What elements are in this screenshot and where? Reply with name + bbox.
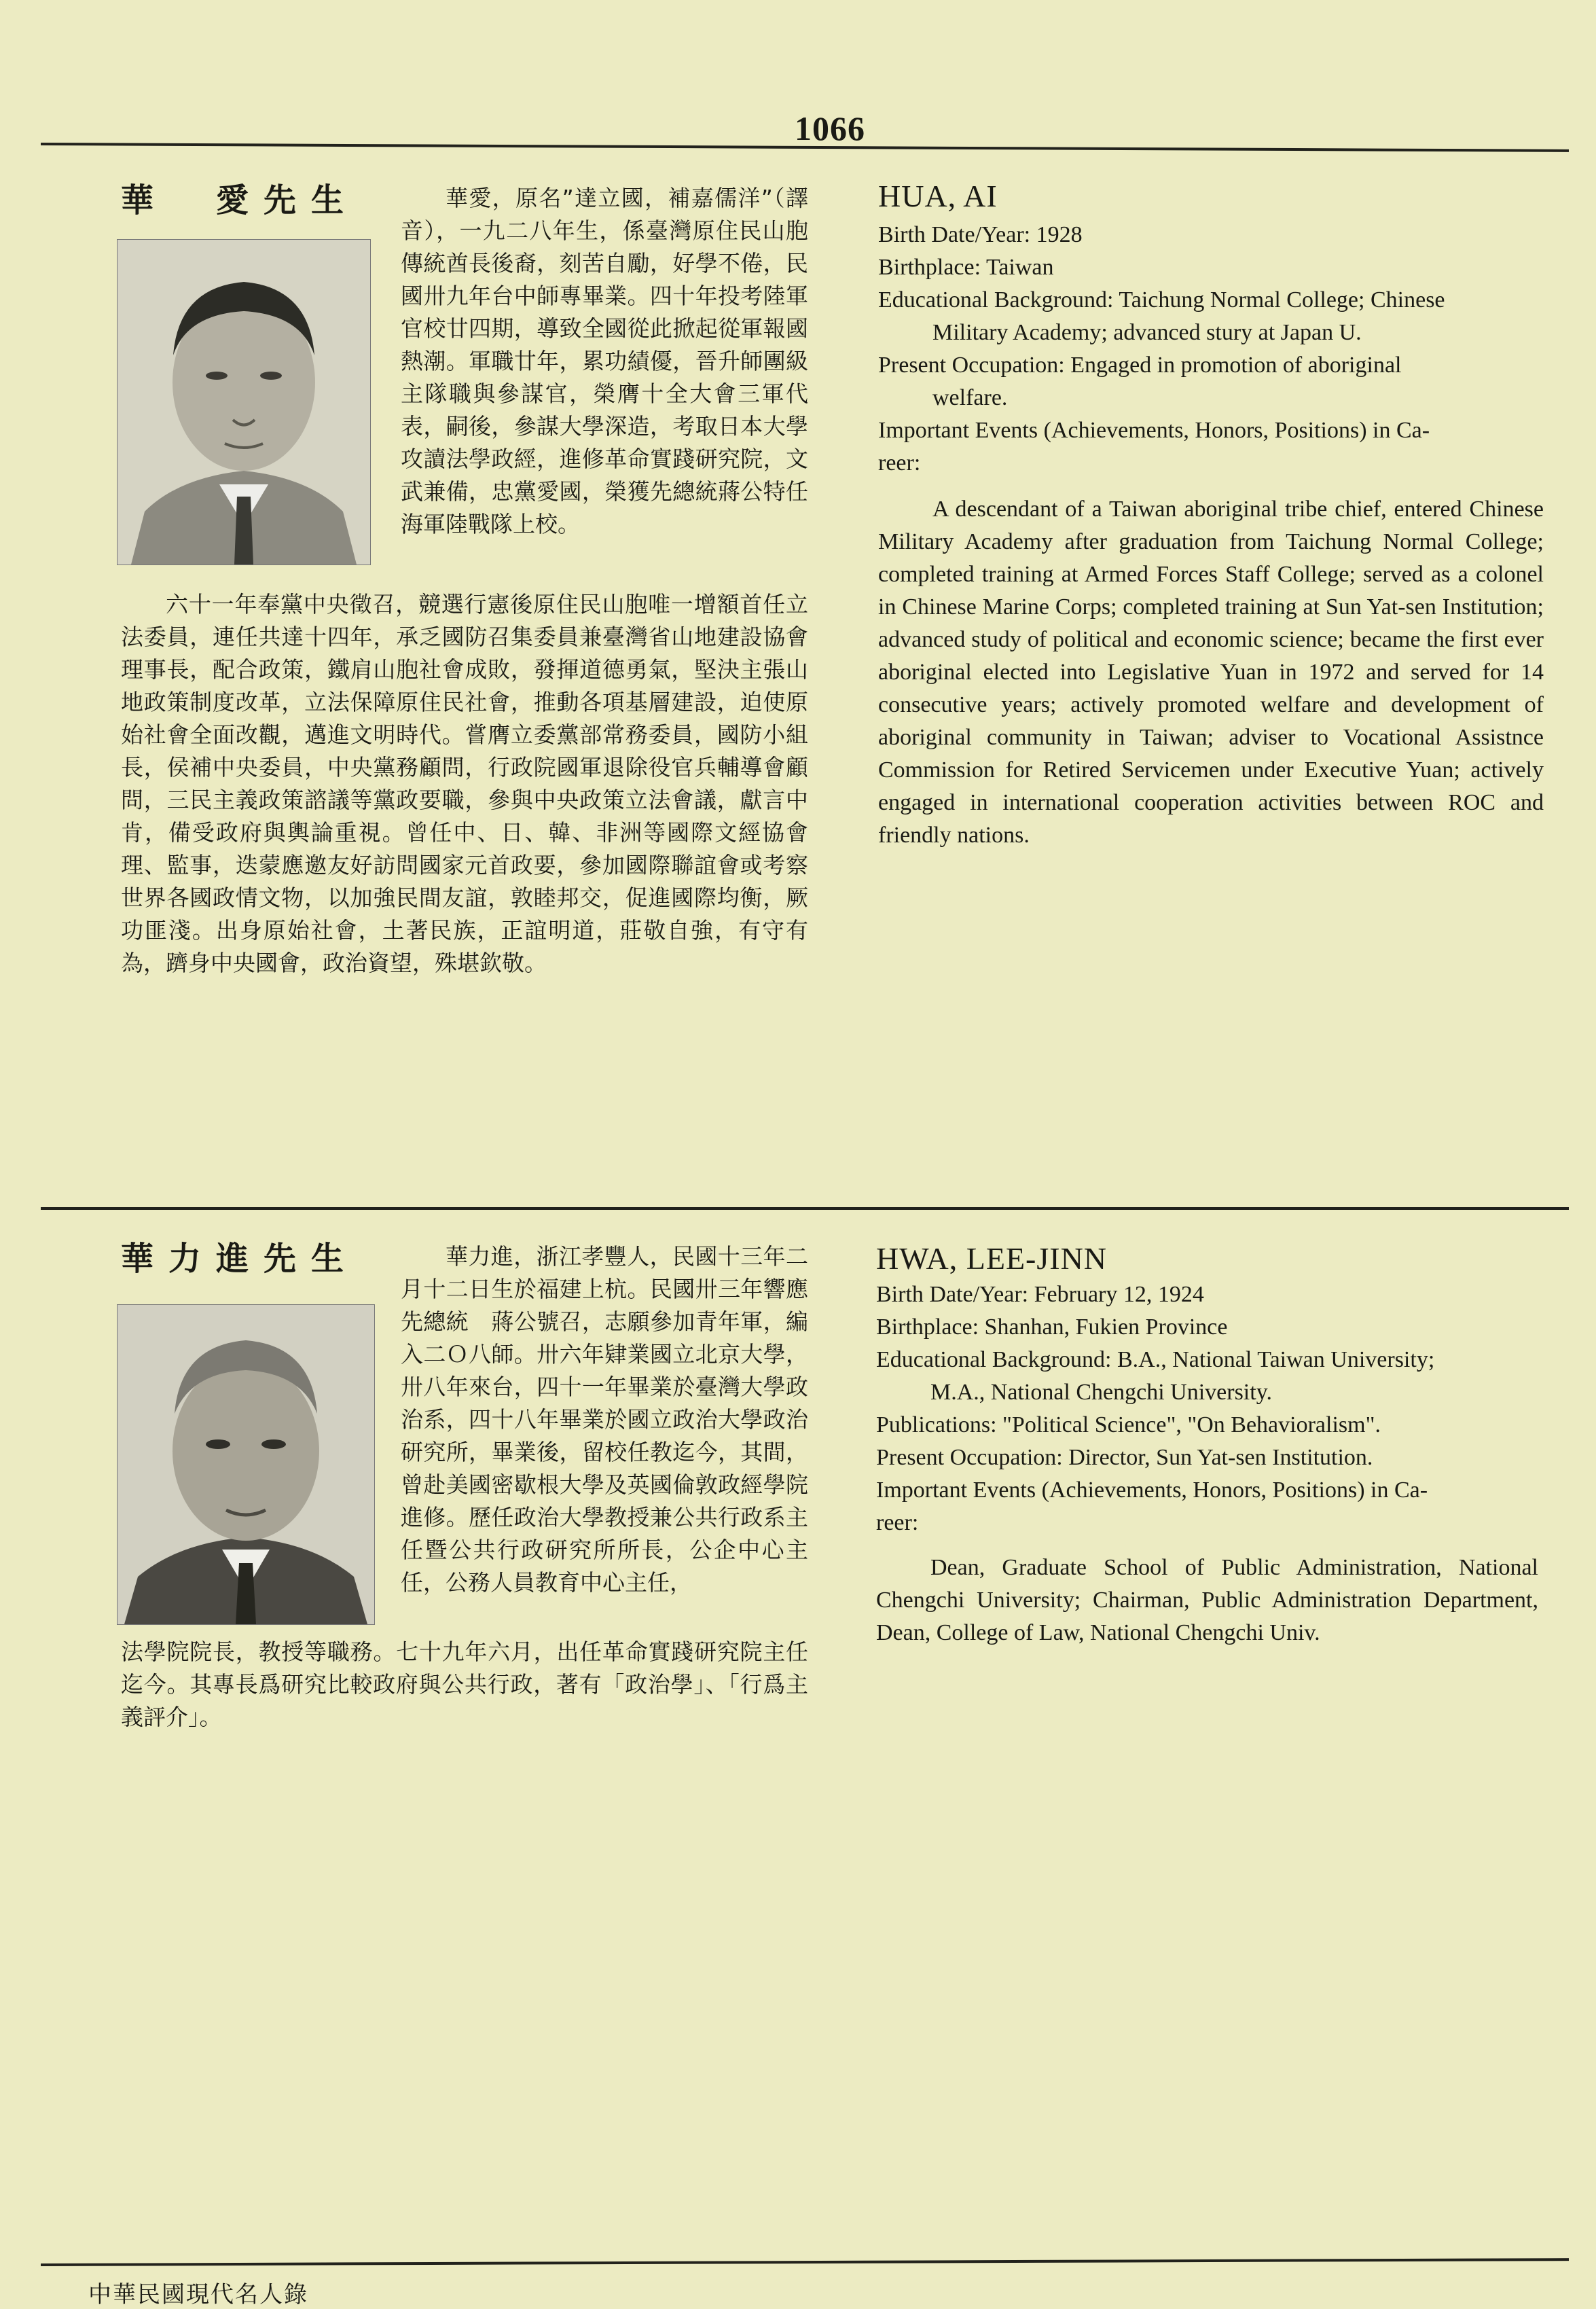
birthplace: Birthplace: Taiwan (878, 255, 1054, 280)
career-heading-continued: reer: (878, 450, 921, 476)
chinese-bio-paragraph: 法學院院長，教授等職務。七十九年六月，出任革命實踐研究院主任迄今。其專長爲研究比較政府與公共行政，著有「政治學」、「行爲主義評介」。 (121, 1639, 808, 1730)
chinese-name: 華 愛先生 (121, 181, 359, 219)
portrait-photo (117, 1304, 375, 1625)
portrait-illustration (117, 1305, 374, 1624)
english-name: HUA, AI (878, 179, 998, 213)
career-text: Dean, Graduate School of Public Administration, National Chengchi University; Chairman, Public Administration Department, Dean, College of Law, National Chengchi Univ. (876, 1555, 1538, 1645)
career-heading-continued: reer: (876, 1510, 919, 1535)
english-name: HWA, LEE-JINN (876, 1241, 1108, 1276)
occupation: Present Occupation: Engaged in promotion of aboriginal (878, 353, 1402, 378)
birth-date: Birth Date/Year: February 12, 1924 (876, 1282, 1204, 1307)
birth-date: Birth Date/Year: 1928 (878, 222, 1083, 247)
education: Educational Background: Taichung Normal College; Chinese (878, 287, 1445, 312)
page-number: 1066 (795, 109, 865, 147)
education-continued: M.A., National Chengchi University. (930, 1380, 1272, 1405)
chinese-bio-paragraph: 六十一年奉黨中央徵召，競選行憲後原住民山胞唯一增額首任立法委員，連任共達十四年，承乏國防召集委員兼臺灣省山地建設協會理事長，配合政策，鐵肩山胞社會成敗，發揮道德勇氣，堅決主張山地政策制度改革，立法保障原住民社會，推動各項基層建設，迫使原始社會全面改觀，邁進文明時代。嘗膺立委黨部常務委員，國防小組長，侯補中央委員，中央黨務顧問，行政院國軍退除役官兵輔導會顧問，三民主義政策諮議等黨政要職，參與中央政策立法會議，獻言中肯，備受政府與輿論重視。曾任中、日、韓、非洲等國際文經協會理、監事，迭蒙應邀友好訪問國家元首政要，參加國際聯誼會或考察世界各國政情文物，以加強民間友誼，敦睦邦交，促進國際均衡，厥功匪淺。出身原始社會，土著民族，正誼明道，莊敬自強，有守有為，躋身中央國會，政治資望，殊堪欽敬。 (121, 591, 808, 976)
career-heading: Important Events (Achievements, Honors, Positions) in Ca- (878, 418, 1430, 443)
career-text: A descendant of a Taiwan aboriginal tribe chief, entered Chinese Military Academy after graduation from Taichung Normal College; completed training at Armed Forces Staff College; served as a colonel in Chinese Marine Corps; completed training at Sun Yat-sen Institution; advanced study of political and economic science; became the first ever aboriginal elected into Legislative Yuan in 1972 and served for 14 consecutive years; actively promoted welfare and development of aboriginal community in Taiwan; adviser to Vocational Assistnce Commission for Retired Servicemen under Executive Yuan; actively engaged in international cooperation activities between ROC and friendly nations. (878, 497, 1544, 848)
english-bio (876, 1278, 1538, 1649)
career-heading: Important Events (Achievements, Honors, Positions) in Ca- (876, 1478, 1428, 1503)
occupation-continued: welfare. (932, 385, 1008, 410)
book-title-footer: 中華民國現代名人錄 (88, 2281, 308, 2308)
education: Educational Background: B.A., National Taiwan University; (876, 1347, 1435, 1372)
chinese-bio-body (121, 1636, 808, 1734)
chinese-bio-intro (401, 1240, 808, 1599)
publications: Publications: "Political Science", "On Behavioralism". (876, 1412, 1381, 1437)
footer-rule (41, 2258, 1569, 2266)
education-continued: Military Academy; advanced stury at Japan U. (932, 320, 1362, 345)
chinese-bio-paragraph: 華愛，原名”達立國，補嘉儒洋”（譯音），一九二八年生，係臺灣原住民山胞傳統酋長後裔，刻苦自勵，好學不倦，民國卅九年台中師專畢業。四十年投考陸軍官校廿四期，導致全國從此掀起從軍報國熱潮。軍職廿年，累功績優，晉升師團級主隊職與參謀官，榮膺十全大會三軍代表，嗣後，參謀大學深造，考取日本大學攻讀法學政經，進修革命實踐研究院，文武兼備，忠黨愛國，榮獲先總統蔣公特任海軍陸戰隊上校。 (401, 185, 808, 537)
chinese-bio-paragraph: 華力進，浙江孝豐人，民國十三年二月十二日生於福建上杭。民國卅三年響應先總統 蔣公號召，志願參加青年軍，編入二Ｏ八師。卅六年肄業國立北京大學，卅八年來台，四十一年畢業於臺灣大學政治系，四十八年畢業於國立政治大學政治研究所，畢業後，留校任教迄今，其間，曾赴美國密歇根大學及英國倫敦政經學院進修。歷任政治大學教授兼公共行政系主任暨公共行政研究所所長，公企中心主任，公務人員教育中心主任， (401, 1243, 808, 1596)
chinese-name: 華力進先生 (121, 1240, 359, 1278)
birthplace: Birthplace: Shanhan, Fukien Province (876, 1314, 1228, 1340)
occupation: Present Occupation: Director, Sun Yat-sen Institution. (876, 1445, 1373, 1470)
